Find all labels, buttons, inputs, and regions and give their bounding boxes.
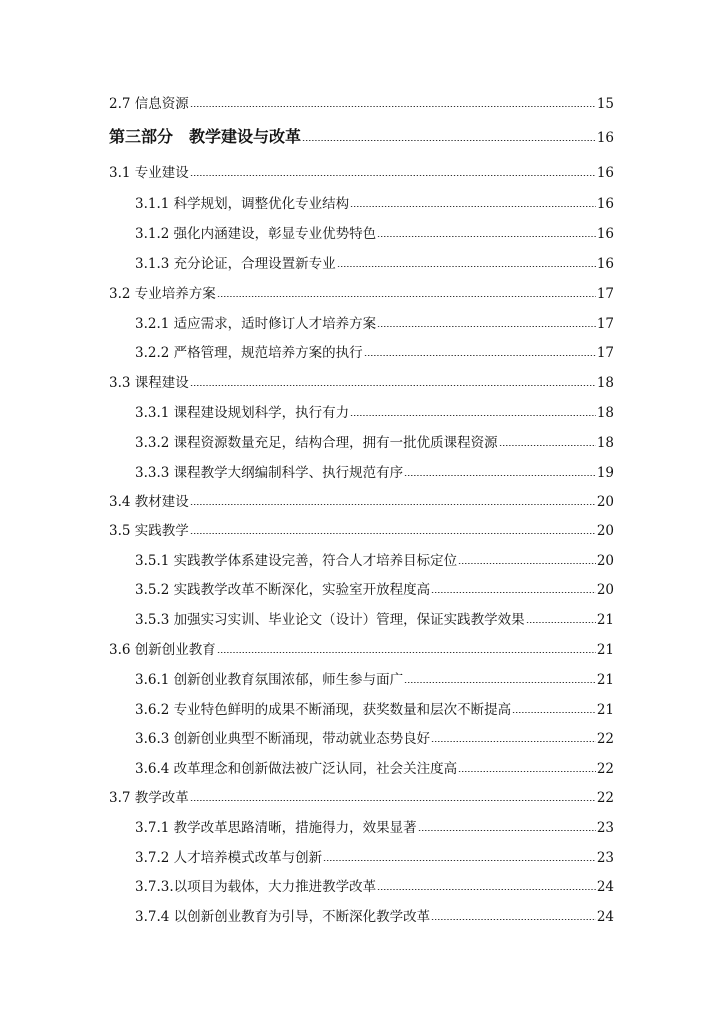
- toc-entry: [109, 788, 614, 807]
- toc-entry: [109, 521, 614, 540]
- toc-page-number: 20: [596, 494, 614, 510]
- toc-entry-label: 第三部分 教学建设与改革: [109, 127, 302, 146]
- toc-entry-label: 3.5 实践教学: [109, 523, 189, 539]
- dot-leader: [377, 877, 596, 891]
- toc-entry-label: 3.2 专业培养方案: [109, 286, 216, 302]
- dot-leader: [190, 492, 596, 506]
- toc-entry: [109, 94, 614, 113]
- toc-entry: [135, 194, 614, 213]
- toc-page-number: 16: [596, 196, 614, 212]
- toc-page-number: 17: [596, 286, 614, 302]
- toc-entry-label: 3.6.2 专业特色鲜明的成果不断涌现，获奖数量和层次不断提高: [135, 702, 512, 718]
- toc-page-number: 18: [596, 405, 614, 421]
- dot-leader: [431, 907, 596, 921]
- toc-entry-label: 3.6.4 改革理念和创新做法被广泛认同，社会关注度高: [135, 761, 458, 777]
- toc-entry: [109, 492, 614, 511]
- toc-entry: [135, 580, 614, 599]
- toc-entry-label: 2.7 信息资源: [109, 96, 189, 112]
- toc-entry: [135, 700, 614, 719]
- toc-entry-label: 3.7.1 教学改革思路清晰，措施得力，效果显著: [135, 820, 417, 836]
- toc-entry-label: 3.1.3 充分论证，合理设置新专业: [135, 256, 336, 272]
- dot-leader: [302, 128, 596, 142]
- toc-entry-label: 3.1.1 科学规划，调整优化专业结构: [135, 196, 350, 212]
- toc-page-number: 17: [596, 345, 614, 361]
- toc-page-number: 20: [596, 582, 614, 598]
- dot-leader: [350, 194, 596, 208]
- toc-entry-label: 3.5.2 实践教学改革不断深化，实验室开放程度高: [135, 582, 431, 598]
- toc-entry: [135, 610, 614, 629]
- toc-entry: [135, 463, 614, 482]
- toc-page-number: 19: [596, 465, 614, 481]
- toc-entry-label: 3.1.2 强化内涵建设，彰显专业优势特色: [135, 226, 377, 242]
- dot-leader: [323, 848, 596, 862]
- toc-entry: [109, 373, 614, 392]
- toc-entry-label: 3.7.2 人才培养模式改革与创新: [135, 850, 323, 866]
- toc-entry: [135, 314, 614, 333]
- toc-entry-label: 3.7 教学改革: [109, 790, 189, 806]
- toc-page-number: 23: [596, 820, 614, 836]
- toc-entry: [109, 163, 614, 182]
- toc-page-number: 16: [596, 165, 614, 181]
- dot-leader: [404, 463, 596, 477]
- toc-entry: [135, 907, 614, 926]
- toc-entry-label: 3.2.1 适应需求，适时修订人才培养方案: [135, 316, 377, 332]
- toc-page-number: 15: [596, 96, 614, 112]
- dot-leader: [337, 254, 596, 268]
- dot-leader: [458, 551, 596, 565]
- dot-leader: [499, 433, 596, 447]
- toc-entry: [135, 403, 614, 422]
- toc-page-number: 16: [596, 130, 614, 146]
- toc-page-number: 22: [596, 790, 614, 806]
- toc-entry: [135, 433, 614, 452]
- toc-page-number: 24: [596, 879, 614, 895]
- toc-entry: [135, 729, 614, 748]
- toc-entry-label: 3.3 课程建设: [109, 375, 189, 391]
- toc-entry: [109, 284, 614, 303]
- toc-entry: [135, 848, 614, 867]
- dot-leader: [190, 163, 596, 177]
- toc-entry: [135, 818, 614, 837]
- toc-page-number: 20: [596, 553, 614, 569]
- toc-entry-label: 3.3.1 课程建设规划科学，执行有力: [135, 405, 350, 421]
- dot-leader: [190, 521, 596, 535]
- dot-leader: [431, 580, 596, 594]
- dot-leader: [512, 700, 596, 714]
- dot-leader: [418, 818, 596, 832]
- toc-entry-label: 3.7.4 以创新创业教育为引导，不断深化教学改革: [135, 909, 431, 925]
- dot-leader: [350, 403, 596, 417]
- toc-entry: [135, 254, 614, 273]
- dot-leader: [217, 284, 596, 298]
- toc-entry-label: 3.6 创新创业教育: [109, 642, 216, 658]
- dot-leader: [190, 373, 596, 387]
- toc-page-number: 22: [596, 731, 614, 747]
- toc-entry-label: 3.4 教材建设: [109, 494, 189, 510]
- toc-entry: [135, 670, 614, 689]
- toc-page-number: 16: [596, 256, 614, 272]
- toc-entry: [109, 640, 614, 659]
- toc-entry-label: 3.3.2 课程资源数量充足，结构合理，拥有一批优质课程资源: [135, 435, 498, 451]
- dot-leader: [377, 224, 596, 238]
- toc-page-number: 21: [596, 642, 614, 658]
- dot-leader: [364, 343, 596, 357]
- toc-page-number: 16: [596, 226, 614, 242]
- toc-page-number: 21: [596, 702, 614, 718]
- toc-entry-label: 3.6.1 创新创业教育氛围浓郁，师生参与面广: [135, 672, 404, 688]
- toc-part-heading: [109, 128, 614, 147]
- toc-page-number: 21: [596, 672, 614, 688]
- toc-page-number: 18: [596, 375, 614, 391]
- toc-page-number: 23: [596, 850, 614, 866]
- toc-entry: [135, 759, 614, 778]
- toc-entry-label: 3.7.3.以项目为载体，大力推进教学改革: [135, 879, 377, 895]
- toc-entry: [135, 343, 614, 362]
- toc-entry-label: 3.6.3 创新创业典型不断涌现，带动就业态势良好: [135, 731, 431, 747]
- dot-leader: [190, 788, 596, 802]
- toc-entry: [135, 877, 614, 896]
- dot-leader: [217, 640, 596, 654]
- toc-page-number: 17: [596, 316, 614, 332]
- toc-page-number: 21: [596, 612, 614, 628]
- toc-entry-label: 3.5.1 实践教学体系建设完善，符合人才培养目标定位: [135, 553, 458, 569]
- toc-entry-label: 3.5.3 加强实习实训、毕业论文（设计）管理，保证实践教学效果: [135, 612, 525, 628]
- dot-leader: [190, 94, 596, 108]
- toc-page-number: 22: [596, 761, 614, 777]
- dot-leader: [431, 729, 596, 743]
- dot-leader: [404, 670, 596, 684]
- toc-entry-label: 3.3.3 课程教学大纲编制科学、执行规范有序: [135, 465, 404, 481]
- dot-leader: [526, 610, 596, 624]
- toc-entry-label: 3.1 专业建设: [109, 165, 189, 181]
- toc-page-number: 24: [596, 909, 614, 925]
- toc-entry-label: 3.2.2 严格管理，规范培养方案的执行: [135, 345, 363, 361]
- dot-leader: [458, 759, 596, 773]
- dot-leader: [377, 314, 596, 328]
- toc-entry: [135, 551, 614, 570]
- toc-page-number: 20: [596, 523, 614, 539]
- toc-entry: [135, 224, 614, 243]
- toc-page-number: 18: [596, 435, 614, 451]
